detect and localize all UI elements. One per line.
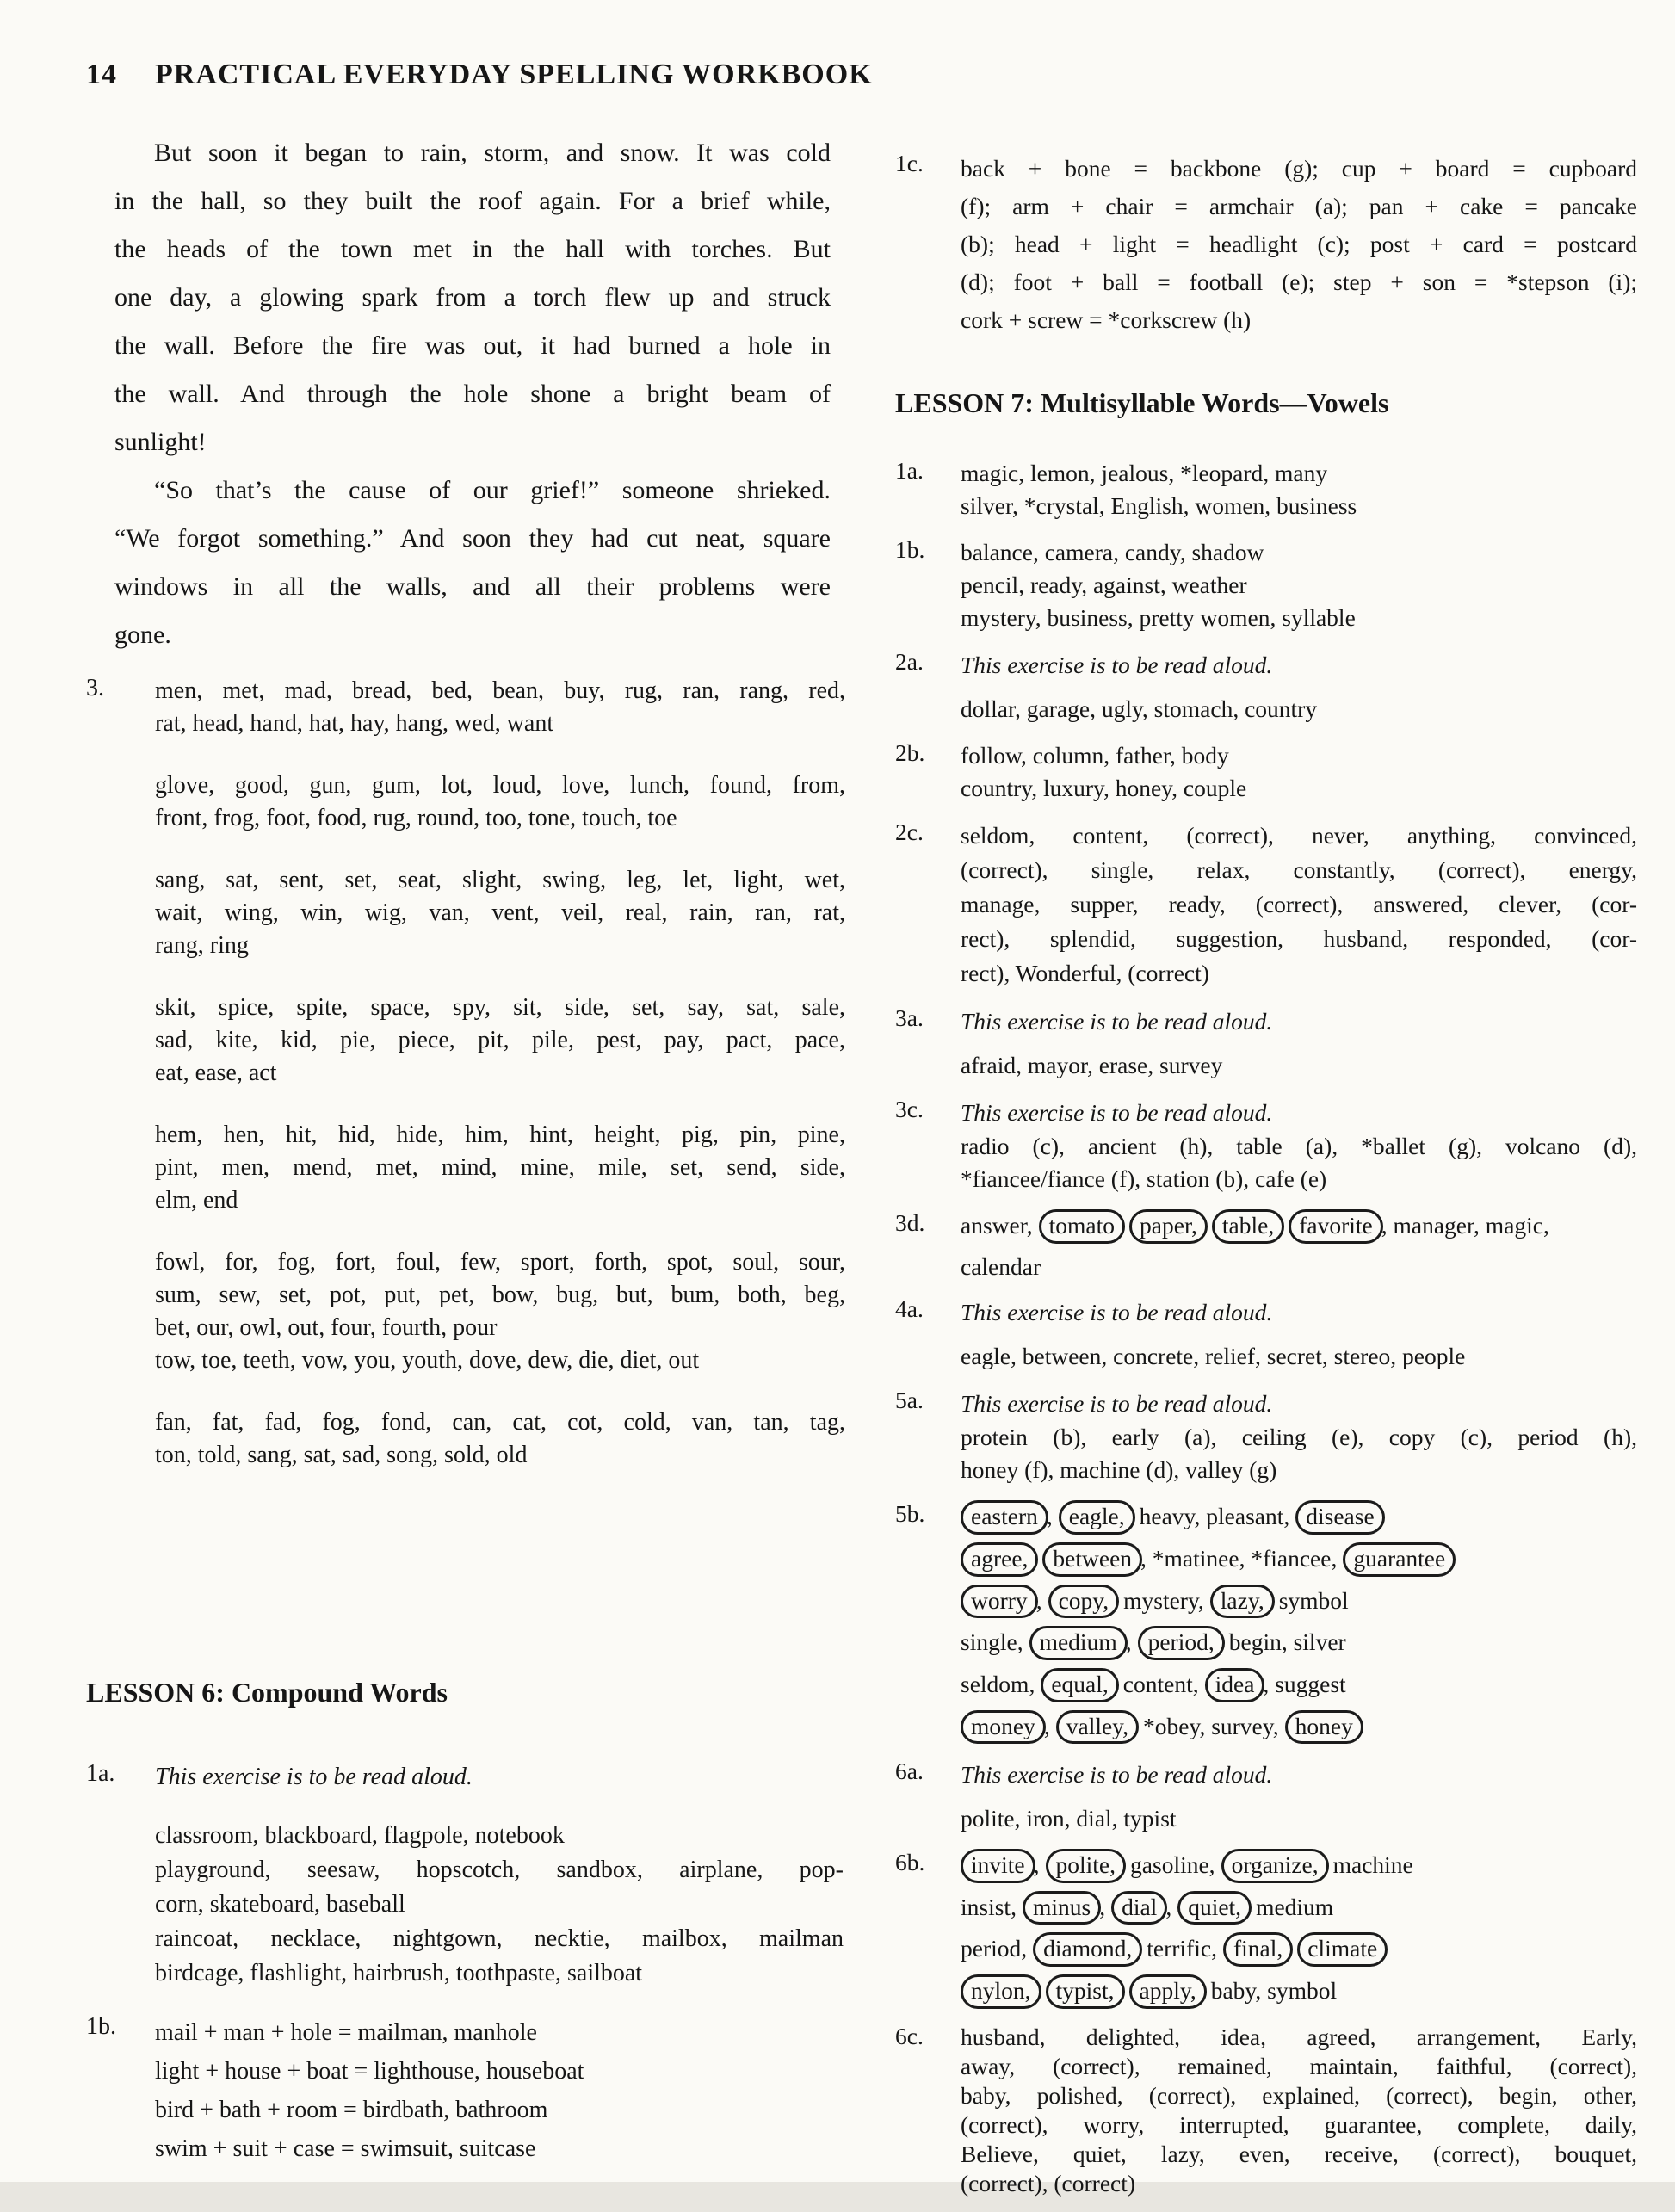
text-line: (correct), worry, interrupted, guarantee, complete, daily, xyxy=(961,2110,1637,2138)
text-line: rat, head, hand, hat, hay, hang, wed, want xyxy=(155,710,554,737)
text-line: But soon it began to rain, storm, and snow. It was cold xyxy=(154,139,831,167)
item-label: 2c. xyxy=(895,819,924,845)
token-line xyxy=(961,1849,1637,1883)
circled-word: diamond, xyxy=(1033,1932,1142,1967)
right-column xyxy=(895,136,1637,2212)
text-line: mail + man + hole = mailman, manhole xyxy=(155,2019,537,2046)
text-line: magic, lemon, jealous, *leopard, many xyxy=(961,460,1328,486)
circled-word: climate xyxy=(1297,1932,1388,1967)
item-label: 2a. xyxy=(895,648,924,675)
item-label: 6a. xyxy=(895,1758,924,1785)
text-line: birdcage, flashlight, hairbrush, toothpaste, sailboat xyxy=(155,1960,643,1986)
text-line: follow, column, father, body xyxy=(961,742,1229,769)
answer-item-1a xyxy=(895,457,1637,522)
circled-word: valley, xyxy=(1056,1710,1139,1745)
circled-word: medium xyxy=(1029,1626,1128,1660)
answer-item-1a-left xyxy=(86,1760,848,1991)
text-line: balance, camera, candy, shadow xyxy=(961,539,1264,565)
item-label: 1a. xyxy=(895,457,924,484)
story-paragraph-1 xyxy=(114,129,831,466)
text-line: swim + suit + case = swimsuit, suitcase xyxy=(155,2135,536,2162)
read-aloud-instruction: This exercise is to be read aloud. xyxy=(961,1390,1273,1418)
answer-item-5b xyxy=(895,1500,1637,1744)
text-line: bet, our, owl, out, four, fourth, pour xyxy=(155,1314,498,1341)
text-line: raincoat, necklace, nightgown, necktie, mailbox, mailman xyxy=(155,1925,844,1952)
text-line: wait, wing, win, wig, van, vent, veil, real, rain, ran, rat, xyxy=(155,899,845,926)
text-line: rect), splendid, suggestion, husband, responded, (cor- xyxy=(961,925,1637,952)
word-token: , *matinee, *fiancee, xyxy=(1140,1545,1338,1572)
word-token: mystery, xyxy=(1123,1586,1204,1614)
word-token: , xyxy=(1033,1851,1040,1879)
text-line: polite, iron, dial, typist xyxy=(961,1805,1177,1832)
text-line: windows in all the walls, and all their problems were xyxy=(114,572,831,601)
text-line: elm, end xyxy=(155,1187,238,1214)
item-label: 6b. xyxy=(895,1849,925,1876)
word-token: , xyxy=(1099,1893,1106,1920)
text-line: (correct), (correct) xyxy=(961,2169,1136,2197)
text-line: tow, toe, teeth, vow, you, youth, dove, dew, die, diet, out xyxy=(155,1347,700,1374)
text-line: cork + screw = *corkscrew (h) xyxy=(961,306,1252,333)
text-line: *fiancee/fiance (f), station (b), cafe (e) xyxy=(961,1165,1327,1192)
word-token: calendar xyxy=(961,1252,1041,1280)
circled-word: equal, xyxy=(1041,1668,1118,1702)
text-line: (correct), single, relax, constantly, (correct), energy, xyxy=(961,856,1637,883)
token-line xyxy=(961,1251,1637,1282)
text-line: men, met, mad, bread, bed, bean, buy, rug, ran, rang, red, xyxy=(155,677,845,704)
circled-word: guarantee xyxy=(1343,1542,1456,1577)
circled-word: favorite xyxy=(1289,1209,1383,1244)
circled-word: polite, xyxy=(1046,1849,1127,1883)
text-line: sunlight! xyxy=(114,428,207,456)
text-line: fowl, for, fog, fort, foul, few, sport, forth, spot, soul, sour, xyxy=(155,1249,845,1276)
text-line: afraid, mayor, erase, survey xyxy=(961,1052,1223,1078)
answer-item-2c xyxy=(895,819,1637,991)
token-line xyxy=(961,1932,1637,1967)
word-groups xyxy=(155,675,845,1472)
text-line: rect), Wonderful, (correct) xyxy=(961,960,1209,986)
text-line: Believe, quiet, lazy, even, receive, (correct), bouquet, xyxy=(961,2140,1637,2167)
answer-item-3c xyxy=(895,1096,1637,1196)
answer-item-2b xyxy=(895,739,1637,805)
token-line xyxy=(961,1668,1637,1702)
token-line xyxy=(961,1710,1637,1745)
text-line: radio (c), ancient (h), table (a), *ballet (g), volcano (d), xyxy=(961,1133,1637,1159)
circled-word: agree, xyxy=(961,1542,1038,1577)
word-token: , xyxy=(1046,1503,1053,1530)
answer-item-6c xyxy=(895,2023,1637,2198)
text-line: eagle, between, concrete, relief, secret, stereo, people xyxy=(961,1343,1466,1370)
circled-word: quiet, xyxy=(1177,1891,1252,1925)
word-list xyxy=(961,739,1637,805)
word-token: gasoline, xyxy=(1130,1851,1215,1879)
word-token: terrific, xyxy=(1147,1935,1217,1962)
text-line: country, luxury, honey, couple xyxy=(961,775,1247,801)
circled-word: period, xyxy=(1138,1626,1225,1660)
text-line: sad, kite, kid, pie, piece, pit, pile, pest, pay, pact, pace, xyxy=(155,1027,845,1053)
item-label: 3d. xyxy=(895,1209,925,1236)
item-label: 4a. xyxy=(895,1295,924,1323)
text-line: the wall. And through the hole shone a bright beam of xyxy=(114,380,831,408)
text-line: husband, delighted, idea, agreed, arrangement, Early, xyxy=(961,2023,1637,2050)
circled-word: between xyxy=(1042,1542,1142,1577)
read-aloud-instruction: This exercise is to be read aloud. xyxy=(961,1008,1273,1035)
word-list xyxy=(961,536,1637,634)
answer-item-1c xyxy=(895,150,1637,339)
circled-word: eagle, xyxy=(1059,1500,1135,1535)
circled-word: apply, xyxy=(1129,1974,1207,2009)
answer-item-3a xyxy=(895,1004,1637,1082)
item-label: 1c. xyxy=(895,150,924,176)
item-label: 3. xyxy=(86,675,104,701)
word-token: answer, xyxy=(961,1212,1033,1239)
word-token: content, xyxy=(1122,1670,1199,1697)
page-number: 14 xyxy=(86,59,117,90)
word-list xyxy=(961,2023,1637,2198)
item-label: 1b. xyxy=(895,536,925,563)
word-token: , xyxy=(1125,1628,1132,1656)
answer-item-6b xyxy=(895,1849,1637,2009)
word-list xyxy=(961,1049,1637,1082)
text-line: pint, men, mend, met, mind, mine, mile, set, send, side, xyxy=(155,1154,845,1181)
text-line: dollar, garage, ugly, stomach, country xyxy=(961,695,1318,722)
text-line: classroom, blackboard, flagpole, notebook xyxy=(155,1822,565,1849)
text-line: sum, sew, set, pot, put, pet, bow, bug, but, bum, both, beg, xyxy=(155,1282,845,1308)
token-line xyxy=(961,1585,1637,1619)
text-line: (f); arm + chair = armchair (a); pan + cake = pancake xyxy=(961,193,1637,219)
read-aloud-instruction: This exercise is to be read aloud. xyxy=(961,652,1273,678)
word-token: *obey, survey, xyxy=(1143,1712,1279,1739)
word-list xyxy=(961,819,1637,991)
answer-item-6a xyxy=(895,1758,1637,1835)
word-token: , manager, magic, xyxy=(1381,1212,1549,1239)
text-line: “So that’s the cause of our grief!” someone shrieked. xyxy=(154,476,831,504)
word-token: period, xyxy=(961,1935,1028,1962)
word-token: single, xyxy=(961,1628,1023,1656)
circled-word: eastern xyxy=(961,1500,1048,1535)
text-line: the wall. Before the fire was out, it had burned a hole in xyxy=(114,331,831,360)
answer-item-1b-left xyxy=(86,2013,848,2168)
circled-word: dial xyxy=(1111,1891,1167,1925)
word-token: , xyxy=(1035,1586,1042,1614)
circled-word: tomato xyxy=(1039,1209,1125,1244)
circled-word-list xyxy=(961,1849,1637,2009)
lesson-6-heading: LESSON 6: Compound Words xyxy=(86,1677,448,1708)
word-list xyxy=(961,1421,1637,1486)
token-line xyxy=(961,1626,1637,1660)
word-list xyxy=(961,457,1637,522)
item-label: 3a. xyxy=(895,1004,924,1031)
word-group xyxy=(155,1406,845,1472)
text-line: gone. xyxy=(114,621,171,649)
page-title: PRACTICAL EVERYDAY SPELLING WORKBOOK xyxy=(155,59,873,90)
read-aloud-instruction: This exercise is to be read aloud. xyxy=(961,1299,1273,1326)
word-list xyxy=(961,1340,1637,1373)
text-line: sang, sat, sent, set, seat, slight, swing, leg, let, light, wet, xyxy=(155,867,845,893)
circled-word: copy, xyxy=(1048,1585,1120,1619)
word-list xyxy=(155,1819,844,1991)
token-line xyxy=(961,1209,1637,1244)
text-line: bird + bath + room = birdbath, bathroom xyxy=(155,2097,548,2123)
circled-word: nylon, xyxy=(961,1974,1041,2009)
item-label: 1a. xyxy=(86,1760,115,1787)
word-list xyxy=(961,1802,1637,1835)
item-label: 2b. xyxy=(895,739,925,766)
item-label: 5b. xyxy=(895,1500,925,1528)
answer-item-4a xyxy=(895,1295,1637,1373)
text-line: (b); head + light = headlight (c); post + card = postcard xyxy=(961,231,1637,257)
answer-item-1b xyxy=(895,536,1637,634)
word-group xyxy=(155,769,845,835)
word-token: medium xyxy=(1256,1893,1334,1920)
token-line xyxy=(961,1542,1637,1577)
word-token: begin, silver xyxy=(1228,1628,1346,1656)
text-line: fan, fat, fad, fog, fond, can, cat, cot, cold, van, tan, tag, xyxy=(155,1409,845,1436)
text-line: eat, ease, act xyxy=(155,1060,277,1086)
text-line: mystery, business, pretty women, syllable xyxy=(961,604,1356,631)
circled-word: typist, xyxy=(1046,1974,1125,2009)
circled-word: honey xyxy=(1285,1710,1363,1745)
read-aloud-instruction: This exercise is to be read aloud. xyxy=(961,1099,1273,1126)
word-token: heavy, pleasant, xyxy=(1139,1503,1290,1530)
story-paragraph-2 xyxy=(114,466,831,659)
word-group xyxy=(155,1246,845,1377)
text-line: light + house + boat = lighthouse, houseboat xyxy=(155,2058,584,2085)
answer-item-3d xyxy=(895,1209,1637,1282)
lesson-7-heading: LESSON 7: Multisyllable Words—Vowels xyxy=(895,387,1389,418)
word-token: insist, xyxy=(961,1893,1017,1920)
circled-word: disease xyxy=(1295,1500,1384,1535)
circled-word: organize, xyxy=(1221,1849,1329,1883)
word-token: , xyxy=(1165,1893,1172,1920)
word-group xyxy=(155,992,845,1090)
text-line: protein (b), early (a), ceiling (e), copy (c), period (h), xyxy=(961,1424,1637,1451)
word-token: , suggest xyxy=(1263,1670,1346,1697)
text-line: ton, told, sang, sat, sad, song, sold, old xyxy=(155,1442,528,1468)
item-label: 1b. xyxy=(86,2013,116,2040)
word-list xyxy=(961,1130,1637,1196)
left-column xyxy=(86,129,848,2168)
read-aloud-instruction: This exercise is to be read aloud. xyxy=(155,1764,473,1790)
token-line xyxy=(961,1500,1637,1535)
word-token: seldom, xyxy=(961,1670,1035,1697)
text-line: baby, polished, (correct), explained, (correct), begin, other, xyxy=(961,2081,1637,2109)
answer-item-3 xyxy=(86,675,848,1472)
text-line: pencil, ready, against, weather xyxy=(961,572,1247,598)
text-line: one day, a glowing spark from a torch flew up and struck xyxy=(114,283,831,312)
text-line: glove, good, gun, gum, lot, loud, love, lunch, found, from, xyxy=(155,772,845,799)
equation-list xyxy=(961,150,1637,339)
word-list xyxy=(961,693,1637,726)
text-line: manage, supper, ready, (correct), answered, clever, (cor- xyxy=(961,891,1637,918)
read-aloud-instruction: This exercise is to be read aloud. xyxy=(961,1761,1273,1789)
text-line: corn, skateboard, baseball xyxy=(155,1891,405,1918)
text-line: front, frog, foot, food, rug, round, too, tone, touch, toe xyxy=(155,805,677,831)
word-group xyxy=(155,1119,845,1217)
circled-word-list xyxy=(961,1209,1637,1282)
text-line: back + bone = backbone (g); cup + board = cupboard xyxy=(961,155,1637,182)
word-group xyxy=(155,675,845,740)
circled-word: table, xyxy=(1212,1209,1284,1244)
answer-item-5a xyxy=(895,1387,1637,1486)
circled-word-list xyxy=(961,1500,1637,1744)
page-header xyxy=(86,59,873,91)
word-token: machine xyxy=(1332,1851,1413,1879)
word-token: symbol xyxy=(1278,1586,1349,1614)
token-line xyxy=(961,1891,1637,1925)
text-line: silver, *crystal, English, women, business xyxy=(961,492,1357,519)
item-label: 6c. xyxy=(895,2022,924,2049)
text-line: away, (correct), remained, maintain, faithful, (correct), xyxy=(961,2052,1637,2079)
text-line: (d); foot + ball = football (e); step + son = *stepson (i); xyxy=(961,269,1637,295)
circled-word: minus xyxy=(1023,1891,1101,1925)
answer-item-2a xyxy=(895,648,1637,726)
text-line: seldom, content, (correct), never, anything, convinced, xyxy=(961,822,1637,849)
equation-list xyxy=(155,2013,848,2168)
word-token: , xyxy=(1043,1712,1050,1739)
text-line: playground, seesaw, hopscotch, sandbox, airplane, pop- xyxy=(155,1857,844,1883)
item-label: 5a. xyxy=(895,1387,924,1414)
token-line xyxy=(961,1974,1637,2009)
word-token: baby, symbol xyxy=(1210,1977,1338,2004)
circled-word: invite xyxy=(961,1849,1035,1883)
text-line: hem, hen, hit, hid, hide, him, hint, height, pig, pin, pine, xyxy=(155,1121,845,1148)
text-line: the heads of the town met in the hall with torches. But xyxy=(114,235,831,263)
text-line: “We forgot something.” And soon they had cut neat, square xyxy=(114,524,831,553)
text-line: rang, ring xyxy=(155,932,249,959)
circled-word: worry xyxy=(961,1585,1038,1619)
circled-word: paper, xyxy=(1129,1209,1208,1244)
word-group xyxy=(155,864,845,962)
item-label: 3c. xyxy=(895,1096,924,1122)
circled-word: lazy, xyxy=(1210,1585,1275,1619)
text-line: in the hall, so they built the roof again. For a brief while, xyxy=(114,187,831,215)
text-line: honey (f), machine (d), valley (g) xyxy=(961,1456,1277,1484)
circled-word: final, xyxy=(1223,1932,1293,1967)
circled-word: money xyxy=(961,1710,1046,1745)
circled-word: idea xyxy=(1205,1668,1265,1702)
text-line: skit, spice, spite, space, spy, sit, side, set, say, sat, sale, xyxy=(155,994,845,1021)
